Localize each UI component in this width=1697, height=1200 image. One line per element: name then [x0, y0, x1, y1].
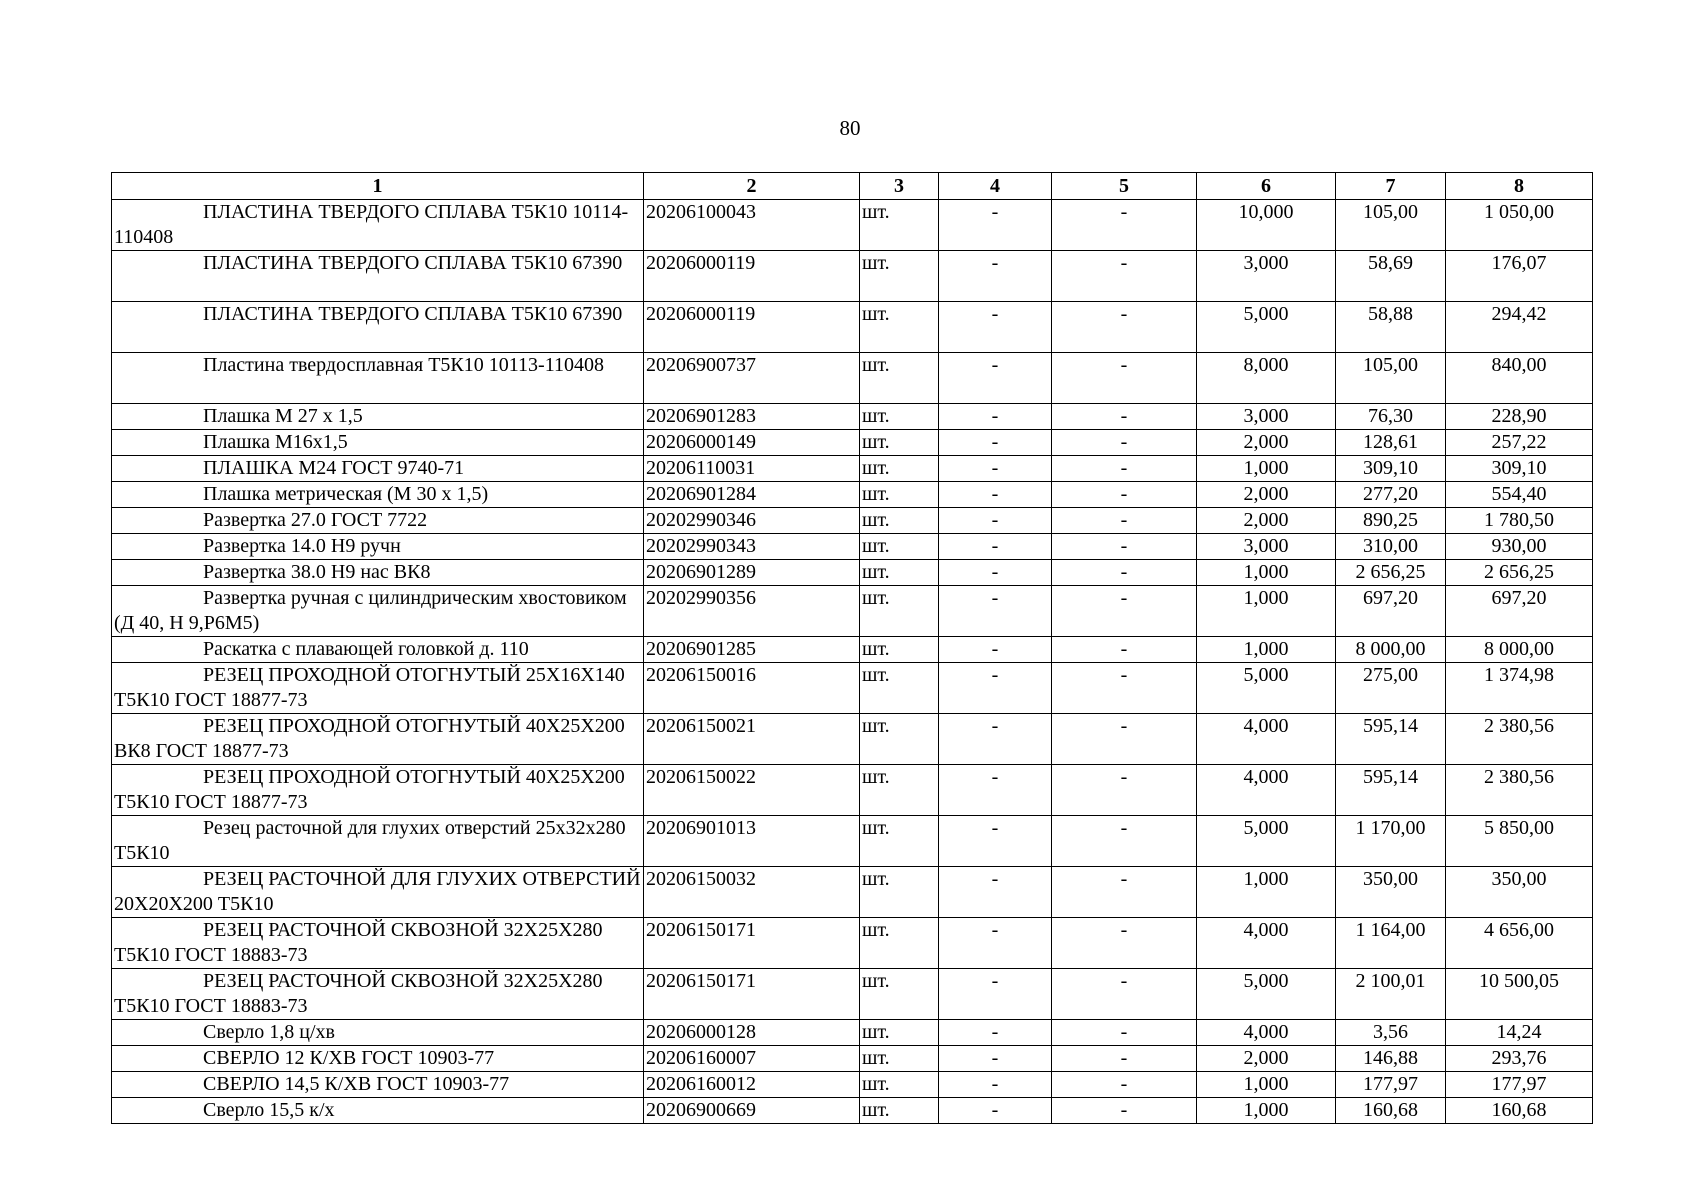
table-row — [112, 456, 1593, 482]
quantity-cell: 5,000 — [1197, 663, 1336, 714]
item-name-cell: Раскатка с плавающей головкой д. 110 — [112, 637, 644, 663]
item-code-cell: 20206901284 — [644, 482, 860, 508]
quantity-cell: 5,000 — [1197, 969, 1336, 1020]
table-row — [112, 1098, 1593, 1124]
unit-cell: шт. — [860, 816, 939, 867]
unit-cell: шт. — [860, 714, 939, 765]
quantity-cell: 1,000 — [1197, 560, 1336, 586]
item-code-cell: 20206110031 — [644, 456, 860, 482]
item-code-cell: 20206900737 — [644, 353, 860, 404]
unit-cell: шт. — [860, 430, 939, 456]
table-row — [112, 251, 1593, 302]
item-code-cell: 20202990356 — [644, 586, 860, 637]
item-code-cell: 20206901013 — [644, 816, 860, 867]
col5-cell: - — [1052, 1046, 1197, 1072]
item-name-cell: РЕЗЕЦ РАСТОЧНОЙ СКВОЗНОЙ 32Х25Х280 Т5К10 ГОСТ 18883-73 — [112, 969, 644, 1020]
column-header: 6 — [1197, 173, 1336, 200]
price-cell: 3,56 — [1336, 1020, 1446, 1046]
item-name-cell: РЕЗЕЦ ПРОХОДНОЙ ОТОГНУТЫЙ 40Х25Х200 ВК8 ГОСТ 18877-73 — [112, 714, 644, 765]
col4-cell: - — [939, 586, 1052, 637]
col4-cell: - — [939, 637, 1052, 663]
item-name-cell: РЕЗЕЦ ПРОХОДНОЙ ОТОГНУТЫЙ 25Х16Х140 Т5К10 ГОСТ 18877-73 — [112, 663, 644, 714]
unit-cell: шт. — [860, 560, 939, 586]
col4-cell: - — [939, 200, 1052, 251]
quantity-cell: 4,000 — [1197, 714, 1336, 765]
col4-cell: - — [939, 1098, 1052, 1124]
sum-cell: 14,24 — [1446, 1020, 1593, 1046]
table-row — [112, 1020, 1593, 1046]
item-name-cell: РЕЗЕЦ РАСТОЧНОЙ ДЛЯ ГЛУХИХ ОТВЕРСТИЙ 20Х20Х200 Т5К10 — [112, 867, 644, 918]
col5-cell: - — [1052, 1072, 1197, 1098]
quantity-cell: 1,000 — [1197, 456, 1336, 482]
col4-cell: - — [939, 1072, 1052, 1098]
quantity-cell: 3,000 — [1197, 534, 1336, 560]
column-header: 7 — [1336, 173, 1446, 200]
price-cell: 8 000,00 — [1336, 637, 1446, 663]
item-code-cell: 20206000119 — [644, 251, 860, 302]
unit-cell: шт. — [860, 1046, 939, 1072]
sum-cell: 293,76 — [1446, 1046, 1593, 1072]
item-code-cell: 20206150021 — [644, 714, 860, 765]
item-name-cell: СВЕРЛО 14,5 К/ХВ ГОСТ 10903-77 — [112, 1072, 644, 1098]
column-header: 4 — [939, 173, 1052, 200]
col4-cell: - — [939, 867, 1052, 918]
unit-cell: шт. — [860, 1072, 939, 1098]
price-cell: 275,00 — [1336, 663, 1446, 714]
unit-cell: шт. — [860, 404, 939, 430]
item-code-cell: 20206150022 — [644, 765, 860, 816]
table-row — [112, 200, 1593, 251]
table-row — [112, 765, 1593, 816]
item-code-cell: 20206901283 — [644, 404, 860, 430]
sum-cell: 309,10 — [1446, 456, 1593, 482]
item-name-cell: Сверло 1,8 ц/хв — [112, 1020, 644, 1046]
col4-cell: - — [939, 534, 1052, 560]
item-name-cell: Развертка 14.0 Н9 ручн — [112, 534, 644, 560]
col5-cell: - — [1052, 404, 1197, 430]
sum-cell: 160,68 — [1446, 1098, 1593, 1124]
sum-cell: 5 850,00 — [1446, 816, 1593, 867]
sum-cell: 840,00 — [1446, 353, 1593, 404]
col4-cell: - — [939, 560, 1052, 586]
table-row — [112, 969, 1593, 1020]
quantity-cell: 5,000 — [1197, 816, 1336, 867]
col4-cell: - — [939, 353, 1052, 404]
sum-cell: 930,00 — [1446, 534, 1593, 560]
col4-cell: - — [939, 251, 1052, 302]
col5-cell: - — [1052, 816, 1197, 867]
col4-cell: - — [939, 714, 1052, 765]
price-cell: 160,68 — [1336, 1098, 1446, 1124]
item-code-cell: 20206900669 — [644, 1098, 860, 1124]
quantity-cell: 1,000 — [1197, 1098, 1336, 1124]
table-body — [112, 200, 1593, 1124]
quantity-cell: 3,000 — [1197, 251, 1336, 302]
col5-cell: - — [1052, 482, 1197, 508]
price-cell: 595,14 — [1336, 765, 1446, 816]
quantity-cell: 4,000 — [1197, 765, 1336, 816]
unit-cell: шт. — [860, 200, 939, 251]
quantity-cell: 2,000 — [1197, 430, 1336, 456]
quantity-cell: 4,000 — [1197, 918, 1336, 969]
item-name-cell: Развертка ручная с цилиндрическим хвостовиком (Д 40, Н 9,Р6М5) — [112, 586, 644, 637]
col5-cell: - — [1052, 508, 1197, 534]
item-name-cell: РЕЗЕЦ РАСТОЧНОЙ СКВОЗНОЙ 32Х25Х280 Т5К10 ГОСТ 18883-73 — [112, 918, 644, 969]
table-row — [112, 867, 1593, 918]
item-code-cell: 20206901289 — [644, 560, 860, 586]
unit-cell: шт. — [860, 456, 939, 482]
col5-cell: - — [1052, 1098, 1197, 1124]
col5-cell: - — [1052, 456, 1197, 482]
table-row — [112, 430, 1593, 456]
sum-cell: 294,42 — [1446, 302, 1593, 353]
sum-cell: 10 500,05 — [1446, 969, 1593, 1020]
item-name-cell: СВЕРЛО 12 К/ХВ ГОСТ 10903-77 — [112, 1046, 644, 1072]
item-code-cell: 20206160007 — [644, 1046, 860, 1072]
col4-cell: - — [939, 663, 1052, 714]
col4-cell: - — [939, 508, 1052, 534]
unit-cell: шт. — [860, 969, 939, 1020]
table-row — [112, 816, 1593, 867]
sum-cell: 228,90 — [1446, 404, 1593, 430]
col4-cell: - — [939, 918, 1052, 969]
item-code-cell: 20202990346 — [644, 508, 860, 534]
col5-cell: - — [1052, 765, 1197, 816]
col5-cell: - — [1052, 586, 1197, 637]
item-name-cell: ПЛАШКА М24 ГОСТ 9740-71 — [112, 456, 644, 482]
sum-cell: 4 656,00 — [1446, 918, 1593, 969]
col5-cell: - — [1052, 1020, 1197, 1046]
col5-cell: - — [1052, 534, 1197, 560]
col4-cell: - — [939, 765, 1052, 816]
item-name-cell: ПЛАСТИНА ТВЕРДОГО СПЛАВА Т5К10 10114-110408 — [112, 200, 644, 251]
price-cell: 128,61 — [1336, 430, 1446, 456]
unit-cell: шт. — [860, 765, 939, 816]
col5-cell: - — [1052, 714, 1197, 765]
sum-cell: 2 380,56 — [1446, 714, 1593, 765]
sum-cell: 257,22 — [1446, 430, 1593, 456]
item-code-cell: 20202990343 — [644, 534, 860, 560]
table-row — [112, 302, 1593, 353]
unit-cell: шт. — [860, 482, 939, 508]
inventory-table — [111, 172, 1593, 1124]
unit-cell: шт. — [860, 637, 939, 663]
col4-cell: - — [939, 969, 1052, 1020]
price-cell: 76,30 — [1336, 404, 1446, 430]
table-row — [112, 482, 1593, 508]
quantity-cell: 1,000 — [1197, 1072, 1336, 1098]
sum-cell: 2 656,25 — [1446, 560, 1593, 586]
item-name-cell: ПЛАСТИНА ТВЕРДОГО СПЛАВА Т5К10 67390 — [112, 302, 644, 353]
sum-cell: 1 050,00 — [1446, 200, 1593, 251]
col5-cell: - — [1052, 353, 1197, 404]
unit-cell: шт. — [860, 586, 939, 637]
price-cell: 595,14 — [1336, 714, 1446, 765]
price-cell: 177,97 — [1336, 1072, 1446, 1098]
item-code-cell: 20206100043 — [644, 200, 860, 251]
quantity-cell: 1,000 — [1197, 586, 1336, 637]
item-name-cell: Плашка метрическая (М 30 х 1,5) — [112, 482, 644, 508]
item-name-cell: Сверло 15,5 к/х — [112, 1098, 644, 1124]
table-row — [112, 560, 1593, 586]
unit-cell: шт. — [860, 302, 939, 353]
quantity-cell: 2,000 — [1197, 1046, 1336, 1072]
item-name-cell: Пластина твердосплавная Т5К10 10113-110408 — [112, 353, 644, 404]
table-row — [112, 586, 1593, 637]
price-cell: 105,00 — [1336, 353, 1446, 404]
item-code-cell: 20206000149 — [644, 430, 860, 456]
item-code-cell: 20206150171 — [644, 918, 860, 969]
quantity-cell: 1,000 — [1197, 867, 1336, 918]
price-cell: 1 170,00 — [1336, 816, 1446, 867]
col4-cell: - — [939, 456, 1052, 482]
item-name-cell: ПЛАСТИНА ТВЕРДОГО СПЛАВА Т5К10 67390 — [112, 251, 644, 302]
unit-cell: шт. — [860, 508, 939, 534]
item-code-cell: 20206000128 — [644, 1020, 860, 1046]
table-row — [112, 404, 1593, 430]
column-header: 5 — [1052, 173, 1197, 200]
unit-cell: шт. — [860, 918, 939, 969]
price-cell: 310,00 — [1336, 534, 1446, 560]
quantity-cell: 1,000 — [1197, 637, 1336, 663]
price-cell: 350,00 — [1336, 867, 1446, 918]
table-row — [112, 637, 1593, 663]
item-name-cell: Развертка 27.0 ГОСТ 7722 — [112, 508, 644, 534]
unit-cell: шт. — [860, 867, 939, 918]
col4-cell: - — [939, 1046, 1052, 1072]
table-row — [112, 534, 1593, 560]
quantity-cell: 10,000 — [1197, 200, 1336, 251]
page-number: 80 — [839, 116, 861, 140]
table-row — [112, 1046, 1593, 1072]
price-cell: 2 656,25 — [1336, 560, 1446, 586]
price-cell: 146,88 — [1336, 1046, 1446, 1072]
sum-cell: 697,20 — [1446, 586, 1593, 637]
unit-cell: шт. — [860, 663, 939, 714]
col5-cell: - — [1052, 430, 1197, 456]
item-name-cell: Плашка М 27 х 1,5 — [112, 404, 644, 430]
table-row — [112, 918, 1593, 969]
column-header: 8 — [1446, 173, 1593, 200]
unit-cell: шт. — [860, 1098, 939, 1124]
sum-cell: 2 380,56 — [1446, 765, 1593, 816]
column-header: 3 — [860, 173, 939, 200]
sum-cell: 176,07 — [1446, 251, 1593, 302]
table-header-row — [112, 173, 1593, 200]
table-row — [112, 663, 1593, 714]
col4-cell: - — [939, 816, 1052, 867]
item-code-cell: 20206150016 — [644, 663, 860, 714]
table-row — [112, 714, 1593, 765]
quantity-cell: 8,000 — [1197, 353, 1336, 404]
price-cell: 58,69 — [1336, 251, 1446, 302]
col5-cell: - — [1052, 251, 1197, 302]
col4-cell: - — [939, 302, 1052, 353]
item-code-cell: 20206160012 — [644, 1072, 860, 1098]
item-name-cell: Плашка М16х1,5 — [112, 430, 644, 456]
col5-cell: - — [1052, 867, 1197, 918]
item-code-cell: 20206150032 — [644, 867, 860, 918]
price-cell: 309,10 — [1336, 456, 1446, 482]
quantity-cell: 2,000 — [1197, 482, 1336, 508]
col4-cell: - — [939, 1020, 1052, 1046]
price-cell: 277,20 — [1336, 482, 1446, 508]
item-code-cell: 20206000119 — [644, 302, 860, 353]
price-cell: 105,00 — [1336, 200, 1446, 251]
price-cell: 58,88 — [1336, 302, 1446, 353]
col5-cell: - — [1052, 918, 1197, 969]
col5-cell: - — [1052, 663, 1197, 714]
price-cell: 1 164,00 — [1336, 918, 1446, 969]
unit-cell: шт. — [860, 251, 939, 302]
col5-cell: - — [1052, 302, 1197, 353]
col5-cell: - — [1052, 560, 1197, 586]
col4-cell: - — [939, 404, 1052, 430]
unit-cell: шт. — [860, 1020, 939, 1046]
sum-cell: 1 374,98 — [1446, 663, 1593, 714]
quantity-cell: 2,000 — [1197, 508, 1336, 534]
sum-cell: 177,97 — [1446, 1072, 1593, 1098]
col5-cell: - — [1052, 200, 1197, 251]
sum-cell: 1 780,50 — [1446, 508, 1593, 534]
column-header: 1 — [112, 173, 644, 200]
quantity-cell: 4,000 — [1197, 1020, 1336, 1046]
sum-cell: 8 000,00 — [1446, 637, 1593, 663]
sum-cell: 350,00 — [1446, 867, 1593, 918]
unit-cell: шт. — [860, 353, 939, 404]
table-row — [112, 353, 1593, 404]
table-row — [112, 1072, 1593, 1098]
table-row — [112, 508, 1593, 534]
column-header: 2 — [644, 173, 860, 200]
price-cell: 697,20 — [1336, 586, 1446, 637]
unit-cell: шт. — [860, 534, 939, 560]
item-name-cell: РЕЗЕЦ ПРОХОДНОЙ ОТОГНУТЫЙ 40Х25Х200 Т5К10 ГОСТ 18877-73 — [112, 765, 644, 816]
quantity-cell: 3,000 — [1197, 404, 1336, 430]
col4-cell: - — [939, 482, 1052, 508]
price-cell: 2 100,01 — [1336, 969, 1446, 1020]
col4-cell: - — [939, 430, 1052, 456]
item-name-cell: Резец расточной для глухих отверстий 25х32х280 Т5К10 — [112, 816, 644, 867]
item-code-cell: 20206901285 — [644, 637, 860, 663]
col5-cell: - — [1052, 969, 1197, 1020]
col5-cell: - — [1052, 637, 1197, 663]
price-cell: 890,25 — [1336, 508, 1446, 534]
item-code-cell: 20206150171 — [644, 969, 860, 1020]
item-name-cell: Развертка 38.0 Н9 нас ВК8 — [112, 560, 644, 586]
sum-cell: 554,40 — [1446, 482, 1593, 508]
quantity-cell: 5,000 — [1197, 302, 1336, 353]
